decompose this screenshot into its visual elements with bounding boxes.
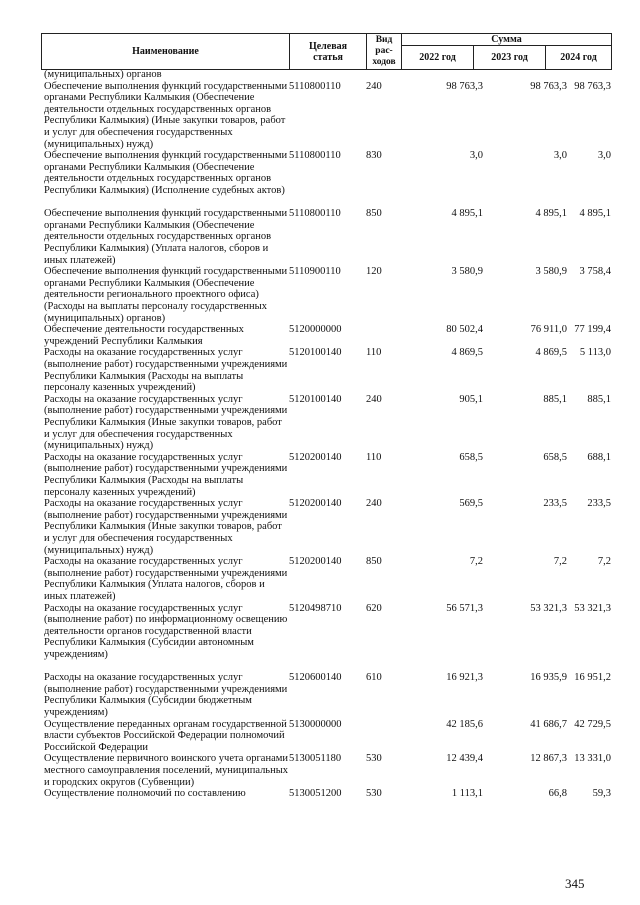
header-sum: Сумма bbox=[402, 34, 612, 46]
row-expense-type: 110 bbox=[366, 347, 382, 359]
row-name: Обеспечение выполнения функций государственными органами Республики Калмыкия (Обеспечение деятельности отдельных государственных органов Республики Калмыкия) (Иные закупки товаров, работ и услуг для обеспечения государственных (муниципальных) нужд) bbox=[44, 80, 288, 150]
header-2022: 2022 год bbox=[402, 46, 474, 70]
row-amount-2023: 3,0 bbox=[553, 150, 567, 162]
row-name: Обеспечение выполнения функций государственными органами Республики Калмыкия (Обеспечение деятельности отдельных государственных органов Республики Калмыкия) (Исполнение судебных актов) bbox=[44, 150, 288, 196]
row-amount-2023: 4 869,5 bbox=[535, 347, 567, 359]
header-name: Наименование bbox=[42, 34, 290, 70]
row-amount-2024: 3,0 bbox=[597, 150, 611, 162]
header-target: Целевая статья bbox=[290, 34, 367, 70]
row-amount-2022: 98 763,3 bbox=[446, 80, 483, 92]
table-row bbox=[41, 266, 611, 324]
row-target-article: 5120200140 bbox=[289, 451, 342, 463]
row-amount-2022: 3,0 bbox=[469, 150, 483, 162]
row-amount-2024: 5 113,0 bbox=[579, 347, 611, 359]
row-target-article: 5120200140 bbox=[289, 498, 342, 510]
row-amount-2022: 4 895,1 bbox=[451, 208, 483, 220]
row-amount-2023: 233,5 bbox=[543, 498, 567, 510]
row-amount-2024: 4 895,1 bbox=[579, 208, 611, 220]
row-amount-2022: 16 921,3 bbox=[446, 672, 483, 684]
row-expense-type: 240 bbox=[366, 393, 382, 405]
row-amount-2022: 7,2 bbox=[469, 556, 483, 568]
row-amount-2022: 3 580,9 bbox=[451, 266, 483, 278]
row-amount-2023: 98 763,3 bbox=[530, 80, 567, 92]
row-amount-2022: 56 571,3 bbox=[446, 602, 483, 614]
row-amount-2023: 16 935,9 bbox=[530, 672, 567, 684]
row-amount-2022: 658,5 bbox=[459, 451, 483, 463]
row-amount-2023: 3 580,9 bbox=[535, 266, 567, 278]
row-expense-type: 830 bbox=[366, 150, 382, 162]
row-name: Обеспечение выполнения функций государственными органами Республики Калмыкия (Обеспечение деятельности регионального проектного офиса) (Расходы на выплаты персоналу государственных (муниципальных) органов) bbox=[44, 266, 288, 324]
table-row bbox=[41, 719, 611, 754]
row-expense-type: 240 bbox=[366, 498, 382, 510]
row-expense-type: 610 bbox=[366, 672, 382, 684]
table-row bbox=[41, 603, 611, 673]
row-name: Расходы на оказание государственных услуг (выполнение работ) государственными учреждениями Республики Калмыкия (Иные закупки товаров, работ и услуг для обеспечения государственных (муниципальных) нужд) bbox=[44, 498, 288, 556]
row-amount-2023: 12 867,3 bbox=[530, 753, 567, 765]
row-name: Осуществление переданных органам государственной власти субъектов Российской Федерации полномочий Российской Федерации bbox=[44, 718, 287, 753]
row-amount-2023: 4 895,1 bbox=[535, 208, 567, 220]
table-row bbox=[41, 347, 611, 393]
table-row bbox=[41, 69, 611, 81]
row-expense-type: 850 bbox=[366, 208, 382, 220]
row-target-article: 5110800110 bbox=[289, 150, 341, 162]
row-amount-2023: 658,5 bbox=[543, 451, 567, 463]
table-row bbox=[41, 324, 611, 347]
row-amount-2022: 905,1 bbox=[459, 393, 483, 405]
row-amount-2023: 76 911,0 bbox=[530, 324, 567, 336]
row-name: (муниципальных) органов bbox=[44, 69, 162, 80]
table-row bbox=[41, 556, 611, 602]
row-target-article: 5130000000 bbox=[289, 718, 342, 730]
row-target-article: 5120498710 bbox=[289, 602, 342, 614]
row-amount-2023: 885,1 bbox=[543, 393, 567, 405]
page-number: 345 bbox=[565, 876, 585, 891]
row-target-article: 5120200140 bbox=[289, 556, 342, 568]
row-target-article: 5110800110 bbox=[289, 208, 341, 220]
row-amount-2022: 12 439,4 bbox=[446, 753, 483, 765]
row-amount-2024: 688,1 bbox=[587, 451, 611, 463]
table-header bbox=[41, 33, 612, 70]
row-amount-2024: 7,2 bbox=[597, 556, 611, 568]
row-amount-2024: 42 729,5 bbox=[574, 718, 611, 730]
table-row bbox=[41, 81, 611, 151]
table-row bbox=[41, 672, 611, 718]
row-target-article: 5120000000 bbox=[289, 324, 342, 336]
row-amount-2023: 41 686,7 bbox=[530, 718, 567, 730]
table-row bbox=[41, 498, 611, 556]
row-amount-2024: 885,1 bbox=[587, 393, 611, 405]
table-row bbox=[41, 394, 611, 452]
row-amount-2024: 16 951,2 bbox=[574, 672, 611, 684]
row-amount-2023: 7,2 bbox=[553, 556, 567, 568]
row-amount-2024: 3 758,4 bbox=[579, 266, 611, 278]
row-expense-type: 850 bbox=[366, 556, 382, 568]
row-amount-2024: 77 199,4 bbox=[574, 324, 611, 336]
row-name: Осуществление полномочий по составлению bbox=[44, 788, 246, 800]
row-name: Расходы на оказание государственных услуг (выполнение работ) государственными учреждениями Республики Калмыкия (Расходы на выплаты персоналу казенных учреждений) bbox=[44, 451, 288, 498]
row-name: Расходы на оказание государственных услуг (выполнение работ) по информационному освещению деятельности органов государственной власти Республики Калмыкия (Субсидии автономным учреждениям) bbox=[44, 602, 288, 660]
row-target-article: 5130051200 bbox=[289, 788, 342, 800]
row-amount-2023: 53 321,3 bbox=[530, 602, 567, 614]
row-amount-2024: 233,5 bbox=[587, 498, 611, 510]
table-body bbox=[41, 69, 611, 800]
row-name: Расходы на оказание государственных услуг (выполнение работ) государственными учреждениями Республики Калмыкия (Уплата налогов, сборов и иных платежей) bbox=[44, 556, 288, 602]
row-expense-type: 120 bbox=[366, 266, 382, 278]
header-2023: 2023 год bbox=[474, 46, 546, 70]
row-amount-2022: 569,5 bbox=[459, 498, 483, 510]
table-row bbox=[41, 150, 611, 208]
row-amount-2022: 1 113,1 bbox=[451, 788, 483, 800]
row-expense-type: 620 bbox=[366, 602, 382, 614]
row-amount-2024: 53 321,3 bbox=[574, 602, 611, 614]
header-vid: Вид рас-ходов bbox=[367, 34, 402, 70]
row-target-article: 5130051180 bbox=[289, 753, 342, 765]
row-name: Осуществление первичного воинского учета органами местного самоуправления поселений, муниципальных и городских округов (Субвенции) bbox=[44, 753, 289, 788]
row-name: Обеспечение деятельности государственных учреждений Республики Калмыкия bbox=[44, 324, 244, 347]
row-amount-2022: 4 869,5 bbox=[451, 347, 483, 359]
row-name: Расходы на оказание государственных услуг (выполнение работ) государственными учреждениями Республики Калмыкия (Субсидии бюджетным учреждениям) bbox=[44, 672, 288, 718]
row-target-article: 5110900110 bbox=[289, 266, 341, 278]
row-expense-type: 530 bbox=[366, 753, 382, 765]
row-amount-2022: 80 502,4 bbox=[446, 324, 483, 336]
table-row bbox=[41, 208, 611, 266]
row-amount-2022: 42 185,6 bbox=[446, 718, 483, 730]
row-name: Расходы на оказание государственных услуг (выполнение работ) государственными учреждениями Республики Калмыкия (Расходы на выплаты персоналу казенных учреждений) bbox=[44, 347, 288, 394]
row-expense-type: 110 bbox=[366, 451, 382, 463]
row-expense-type: 240 bbox=[366, 80, 382, 92]
row-target-article: 5120100140 bbox=[289, 393, 342, 405]
row-amount-2024: 59,3 bbox=[592, 788, 611, 800]
table-row bbox=[41, 788, 611, 800]
table-row bbox=[41, 452, 611, 498]
row-target-article: 5120100140 bbox=[289, 347, 342, 359]
header-2024: 2024 год bbox=[546, 46, 612, 70]
row-target-article: 5120600140 bbox=[289, 672, 342, 684]
row-amount-2024: 98 763,3 bbox=[574, 80, 611, 92]
row-name: Обеспечение выполнения функций государственными органами Республики Калмыкия (Обеспечение деятельности отдельных государственных органов Республики Калмыкия) (Уплата налогов, сборов и иных платежей) bbox=[44, 208, 288, 266]
row-amount-2023: 66,8 bbox=[548, 788, 567, 800]
table-row bbox=[41, 753, 611, 788]
row-amount-2024: 13 331,0 bbox=[574, 753, 611, 765]
row-name: Расходы на оказание государственных услуг (выполнение работ) государственными учреждениями Республики Калмыкия (Иные закупки товаров, работ и услуг для обеспечения государственных (муниципальных) нужд) bbox=[44, 393, 288, 452]
row-expense-type: 530 bbox=[366, 788, 382, 800]
row-target-article: 5110800110 bbox=[289, 80, 341, 92]
